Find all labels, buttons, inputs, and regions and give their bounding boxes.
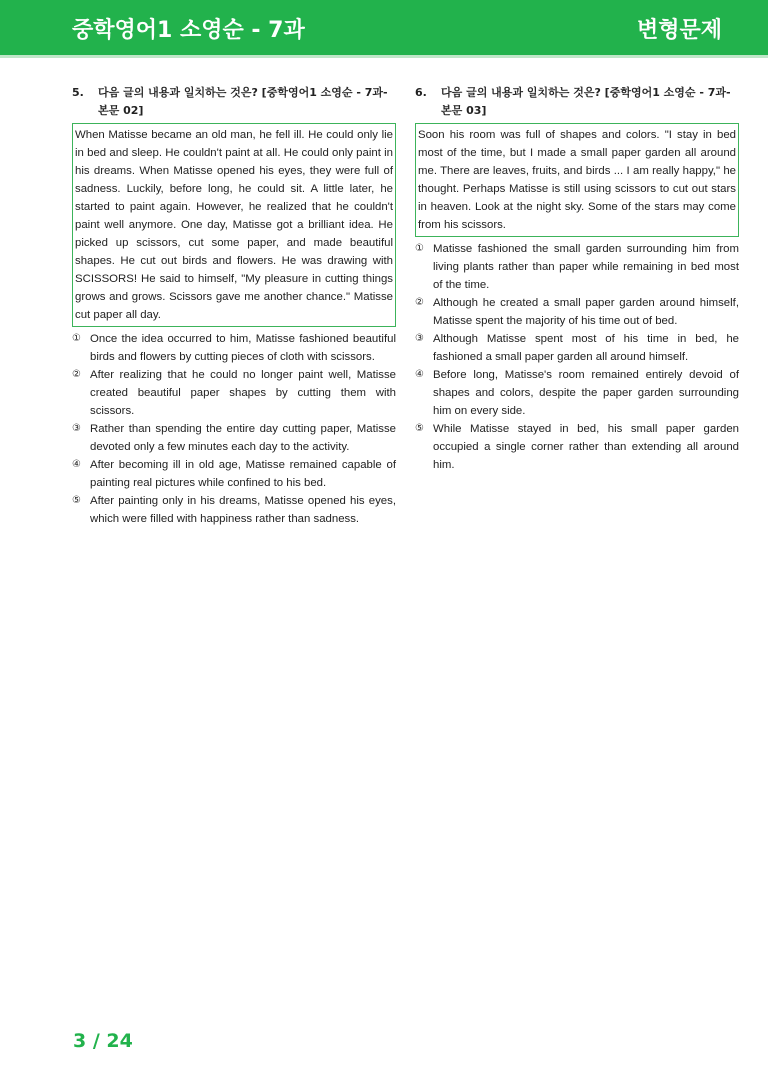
question-header	[72, 84, 396, 120]
question-prompt: 다음 글의 내용과 일치하는 것은? [중학영어1 소영순 - 7과-본문 02]	[98, 86, 388, 117]
passage-box: Soon his room was full of shapes and colors. "I stay in bed most of the time, but I made a small paper garden all around me. There are leaves, fruits, and birds ... I am really happy," he thought. Perhaps Matisse is still using scissors to cut out stars in heaven. Look at the night sky. Some of the stars may come from his scissors.	[415, 123, 739, 237]
choice-marker: ①	[415, 243, 424, 254]
choice-list	[72, 330, 396, 528]
choice-list	[415, 240, 739, 474]
choice-text: After becoming ill in old age, Matisse remained capable of painting real pictures while confined to his bed.	[90, 459, 396, 489]
choice-1[interactable]	[72, 330, 396, 366]
choice-marker: ③	[72, 423, 81, 434]
page-header	[0, 0, 768, 58]
choice-marker: ②	[415, 297, 424, 308]
question-6	[415, 84, 739, 474]
choice-text: Although Matisse spent most of his time in bed, he fashioned a small paper garden all around himself.	[433, 333, 739, 363]
choice-text: After painting only in his dreams, Matisse opened his eyes, which were filled with happiness rather than sadness.	[90, 495, 396, 525]
choice-text: While Matisse stayed in bed, his small paper garden occupied a single corner rather than extending all around him.	[433, 423, 739, 471]
question-header	[415, 84, 739, 120]
choice-5[interactable]	[415, 420, 739, 474]
choice-text: Rather than spending the entire day cutting paper, Matisse devoted only a few minutes each day to the activity.	[90, 423, 396, 453]
choice-5[interactable]	[72, 492, 396, 528]
header-title: 중학영어1 소영순 - 7과	[72, 18, 305, 43]
choice-text: After realizing that he could no longer paint well, Matisse created beautiful paper shapes by cutting them with scissors.	[90, 369, 396, 417]
choice-marker: ③	[415, 333, 424, 344]
choice-4[interactable]	[72, 456, 396, 492]
choice-text: Before long, Matisse's room remained entirely devoid of shapes and colors, despite the paper garden surrounding him on every side.	[433, 369, 739, 417]
choice-2[interactable]	[415, 294, 739, 330]
choice-3[interactable]	[72, 420, 396, 456]
choice-marker: ⑤	[415, 423, 424, 434]
page-number: 3 / 24	[73, 1030, 133, 1052]
question-prompt: 다음 글의 내용과 일치하는 것은? [중학영어1 소영순 - 7과-본문 03]	[441, 86, 731, 117]
question-5	[72, 84, 396, 528]
choice-marker: ⑤	[72, 495, 81, 506]
choice-1[interactable]	[415, 240, 739, 294]
passage-box: When Matisse became an old man, he fell ill. He could only lie in bed and sleep. He couldn't paint at all. He could only paint in his dreams. When Matisse opened his eyes, they were full of sadness. Luckily, before long, he could sit. A little later, he started to paint again. However, he realized that he couldn't paint well anymore. One day, Matisse got a brilliant idea. He picked up scissors, cut some paper, and made beautiful shapes. He cut out birds and flowers. He was drawing with SCISSORS! He said to himself, "My pleasure in cutting things grows and grows. Scissors gave me another chance." Matisse cut paper all day.	[72, 123, 396, 327]
question-number: 6.	[415, 86, 427, 99]
header-category: 변형문제	[636, 18, 722, 43]
choice-text: Matisse fashioned the small garden surrounding him from living plants rather than paper while remaining in bed most of the time.	[433, 243, 739, 291]
choice-text: Although he created a small paper garden around himself, Matisse spent the majority of his time out of bed.	[433, 297, 739, 327]
choice-marker: ④	[415, 369, 424, 380]
choice-2[interactable]	[72, 366, 396, 420]
choice-3[interactable]	[415, 330, 739, 366]
choice-marker: ②	[72, 369, 81, 380]
choice-4[interactable]	[415, 366, 739, 420]
choice-marker: ①	[72, 333, 81, 344]
choice-text: Once the idea occurred to him, Matisse fashioned beautiful birds and flowers by cutting pieces of cloth with scissors.	[90, 333, 396, 363]
choice-marker: ④	[72, 459, 81, 470]
question-number: 5.	[72, 86, 84, 99]
